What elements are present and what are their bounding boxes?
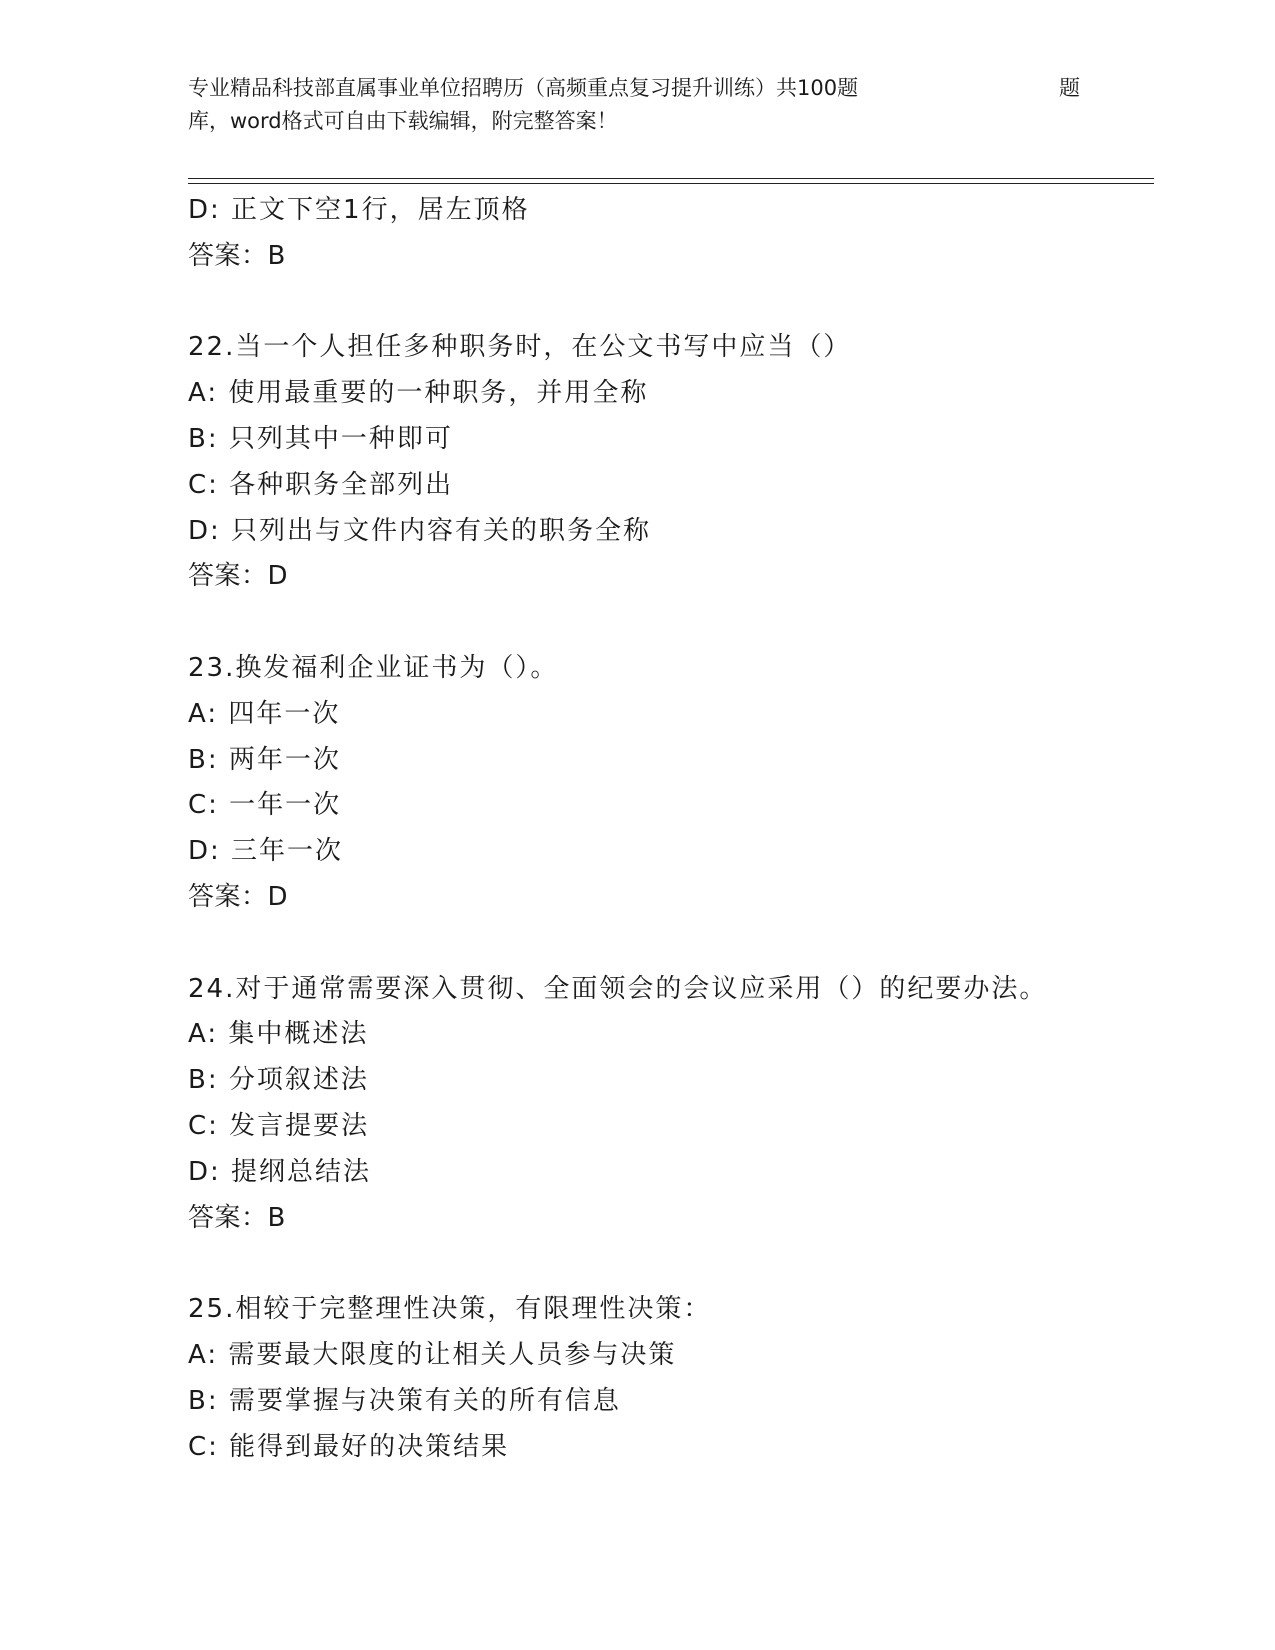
question-24 — [188, 967, 1148, 1242]
option-d: D: 提纲总结法 — [188, 1156, 372, 1187]
header-divider-top — [188, 178, 1154, 179]
option-d: D: 只列出与文件内容有关的职务全称 — [188, 515, 652, 546]
question-stem: 23.换发福利企业证书为（）。 — [188, 652, 559, 683]
option-b: B: 只列其中一种即可 — [188, 423, 453, 454]
answer: 答案：B — [188, 1202, 286, 1233]
header-line-1 — [188, 72, 1148, 105]
option-d: D: 正文下空1行，居左顶格 — [188, 195, 530, 225]
question-content — [188, 188, 1148, 1470]
question-25 — [188, 1287, 1148, 1470]
question-22 — [188, 325, 1148, 600]
spacer — [188, 1241, 1148, 1287]
page-header — [188, 72, 1148, 138]
answer: 答案：D — [188, 561, 289, 592]
spacer — [188, 600, 1148, 646]
question-stem: 25.相较于完整理性决策，有限理性决策： — [188, 1294, 712, 1325]
option-a: A: 集中概述法 — [188, 1019, 369, 1050]
option-b: B: 两年一次 — [188, 744, 341, 775]
option-c: C: 发言提要法 — [188, 1110, 370, 1141]
option-a: A: 使用最重要的一种职务，并用全称 — [188, 378, 649, 409]
question-stem: 24.对于通常需要深入贯彻、全面领会的会议应采用（）的纪要办法。 — [188, 973, 1048, 1004]
header-line-2: 库，word格式可自由下载编辑，附完整答案！ — [188, 109, 618, 133]
answer: 答案：D — [188, 881, 289, 912]
header-title-tail: 题 — [1059, 76, 1080, 100]
spacer — [188, 921, 1148, 967]
header-title: 专业精品科技部直属事业单位招聘历（高频重点复习提升训练）共100题 — [188, 76, 859, 100]
option-c: C: 一年一次 — [188, 790, 342, 821]
header-divider-bottom — [188, 183, 1154, 184]
option-b: B: 需要掌握与决策有关的所有信息 — [188, 1385, 621, 1416]
question-23 — [188, 646, 1148, 921]
option-a: A: 需要最大限度的让相关人员参与决策 — [188, 1339, 677, 1370]
option-d: D: 三年一次 — [188, 836, 344, 867]
option-a: A: 四年一次 — [188, 698, 341, 729]
option-c: C: 能得到最好的决策结果 — [188, 1431, 510, 1462]
option-b: B: 分项叙述法 — [188, 1065, 369, 1096]
answer: 答案：B — [188, 240, 286, 271]
option-c: C: 各种职务全部列出 — [188, 469, 454, 500]
spacer — [188, 280, 1148, 326]
question-stem: 22.当一个人担任多种职务时，在公文书写中应当（） — [188, 332, 852, 363]
